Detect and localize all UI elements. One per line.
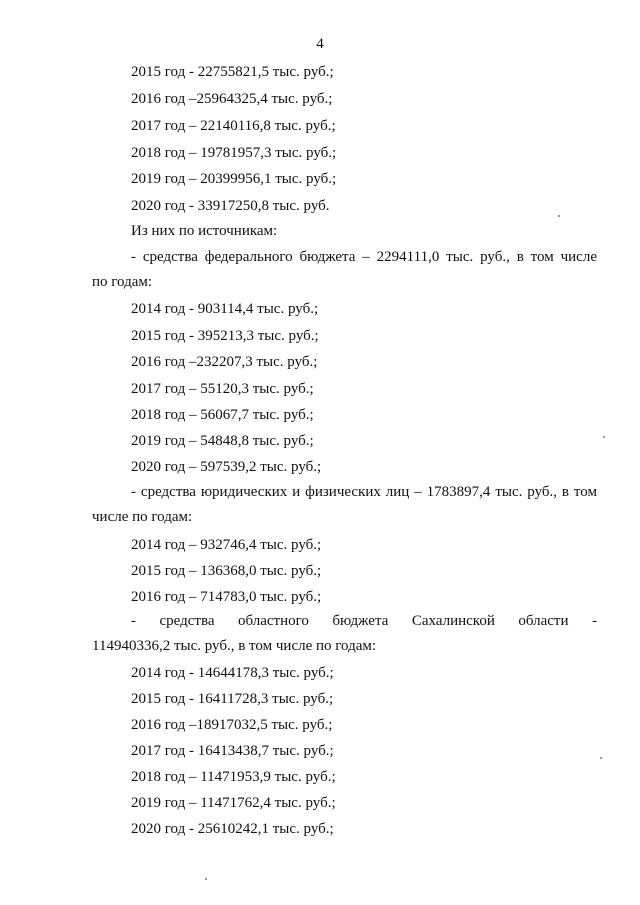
federal-budget-heading-cont: по годам:: [92, 274, 153, 290]
regional-year-2020: 2020 год - 25610242,1 тыс. руб.;: [131, 821, 334, 837]
regional-year-2014: 2014 год - 14644178,3 тыс. руб.;: [131, 665, 334, 681]
scan-speck: [603, 436, 605, 438]
scan-speck: [600, 757, 602, 759]
regional-year-2016: 2016 год –18917032,5 тыс. руб.;: [131, 717, 333, 733]
regional-budget-heading: - средства областного бюджета Сахалинской области -: [131, 613, 597, 629]
total-year-2019: 2019 год – 20399956,1 тыс. руб.;: [131, 171, 337, 187]
sources-intro: Из них по источникам:: [131, 223, 278, 239]
total-year-2017: 2017 год – 22140116,8 тыс. руб.;: [131, 118, 336, 134]
legal-year-2016: 2016 год – 714783,0 тыс. руб.;: [131, 589, 322, 605]
federal-budget-heading: - средства федерального бюджета – 2294111,0 тыс. руб., в том числе: [131, 249, 597, 265]
total-year-2020: 2020 год - 33917250,8 тыс. руб.: [131, 198, 330, 214]
federal-year-2018: 2018 год – 56067,7 тыс. руб.;: [131, 407, 314, 423]
total-year-2015: 2015 год - 22755821,5 тыс. руб.;: [131, 64, 334, 80]
federal-year-2019: 2019 год – 54848,8 тыс. руб.;: [131, 433, 314, 449]
regional-year-2015: 2015 год - 16411728,3 тыс. руб.;: [131, 691, 334, 707]
regional-year-2018: 2018 год – 11471953,9 тыс. руб.;: [131, 769, 336, 785]
regional-budget-heading-cont: 114940336,2 тыс. руб., в том числе по годам:: [92, 638, 377, 654]
federal-year-2016: 2016 год –232207,3 тыс. руб.;: [131, 354, 318, 370]
legal-year-2014: 2014 год – 932746,4 тыс. руб.;: [131, 537, 322, 553]
total-year-2018: 2018 год – 19781957,3 тыс. руб.;: [131, 145, 337, 161]
federal-year-2020: 2020 год – 597539,2 тыс. руб.;: [131, 459, 322, 475]
federal-year-2015: 2015 год - 395213,3 тыс. руб.;: [131, 328, 319, 344]
legal-funds-heading: - средства юридических и физических лиц – 1783897,4 тыс. руб., в том: [131, 484, 597, 500]
page-number: 4: [316, 36, 324, 52]
regional-year-2019: 2019 год – 11471762,4 тыс. руб.;: [131, 795, 336, 811]
regional-year-2017: 2017 год - 16413438,7 тыс. руб.;: [131, 743, 334, 759]
scan-speck: [558, 215, 560, 217]
total-year-2016: 2016 год –25964325,4 тыс. руб.;: [131, 91, 333, 107]
federal-year-2017: 2017 год – 55120,3 тыс. руб.;: [131, 381, 314, 397]
scan-speck: [205, 878, 207, 880]
federal-year-2014: 2014 год - 903114,4 тыс. руб.;: [131, 301, 319, 317]
legal-year-2015: 2015 год – 136368,0 тыс. руб.;: [131, 563, 322, 579]
legal-funds-heading-cont: числе по годам:: [92, 509, 193, 525]
